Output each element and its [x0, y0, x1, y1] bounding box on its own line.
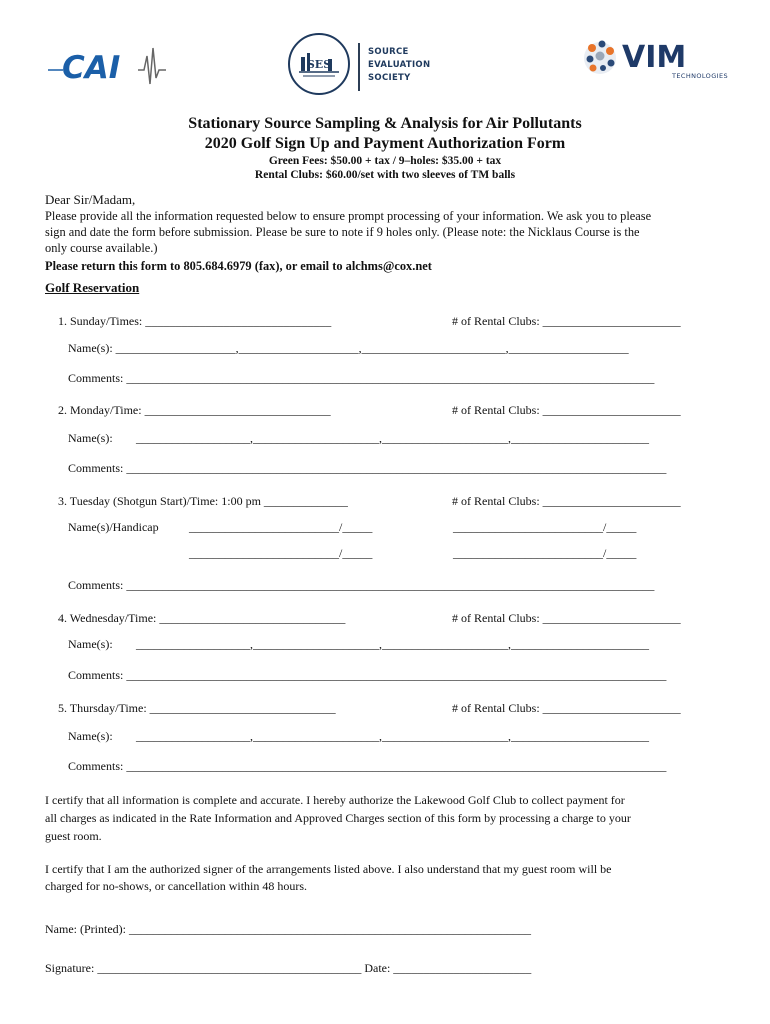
- return-instructions: Please return this form to 805.684.6979 (fax), or email to alchms@cox.net: [45, 259, 432, 273]
- monday-names-label: Name(s):: [68, 431, 113, 445]
- ses-logo-divider: [358, 43, 360, 91]
- thursday-names-field[interactable]: ___________________,_____________________,_____________________,_______________________: [136, 729, 649, 743]
- monday-time-field[interactable]: 2. Monday/Time: _______________________________: [58, 403, 331, 417]
- thursday-comments-field[interactable]: Comments: __________________________________________________________________________________________: [68, 759, 667, 773]
- thursday-names-label: Name(s):: [68, 729, 113, 743]
- signature-date-field[interactable]: Signature: ____________________________________________ Date: _______________________: [45, 961, 532, 975]
- vim-logo-subtext: TECHNOLOGIES: [672, 72, 728, 80]
- sunday-time-field[interactable]: 1. Sunday/Times: _______________________________: [58, 314, 332, 328]
- certify-paragraph-1-line-3: guest room.: [45, 829, 102, 843]
- sunday-comments-field[interactable]: Comments: ________________________________________________________________________________________: [68, 371, 655, 385]
- sunday-rental-clubs-field[interactable]: # of Rental Clubs: _______________________: [452, 314, 681, 328]
- green-fees-line: Green Fees: $50.00 + tax / 9–holes: $35.00 + tax: [268, 155, 502, 167]
- tuesday-rental-clubs-field[interactable]: # of Rental Clubs: _______________________: [452, 494, 681, 508]
- wednesday-rental-clubs-field[interactable]: # of Rental Clubs: _______________________: [452, 611, 681, 625]
- intro-line-3: only course available.): [45, 241, 158, 255]
- certify-paragraph-1-line-1: I certify that all information is complete and accurate. I hereby authorize the Lakewood Golf Club to collect payment for: [45, 793, 625, 807]
- certify-paragraph-2-line-1: I certify that I am the authorized signer of the arrangements listed above. I also understand that my guest room will be: [45, 862, 612, 876]
- page-title-line-2: 2020 Golf Sign Up and Payment Authorization Form: [204, 135, 566, 152]
- cai-logo-text: CAI: [62, 50, 121, 86]
- ses-logo-abbrev: SES: [306, 58, 332, 71]
- certify-paragraph-1-line-2: all charges as indicated in the Rate Information and Approved Charges section of this form by processing a charge to your: [45, 811, 631, 825]
- ses-logo-word-1: SOURCE: [368, 47, 409, 57]
- wednesday-names-field[interactable]: ___________________,_____________________,_____________________,_______________________: [136, 637, 649, 651]
- monday-rental-clubs-field[interactable]: # of Rental Clubs: _______________________: [452, 403, 681, 417]
- cai-logo: [48, 40, 168, 90]
- ses-logo: [288, 33, 438, 99]
- tuesday-time-field[interactable]: 3. Tuesday (Shotgun Start)/Time: 1:00 pm ______________: [58, 494, 348, 508]
- intro-line-1: Please provide all the information requested below to ensure prompt processing of your information. We ask you to please: [45, 209, 652, 223]
- name-printed-field[interactable]: Name: (Printed): ___________________________________________________________________: [45, 922, 531, 936]
- golf-reservation-heading: Golf Reservation: [45, 280, 140, 295]
- vim-logo-text: VIM: [622, 40, 687, 75]
- tuesday-comments-field[interactable]: Comments: ________________________________________________________________________________________: [68, 578, 655, 592]
- vim-logo: [580, 34, 728, 82]
- certify-paragraph-2-line-2: charged for no-shows, or cancellation within 48 hours.: [45, 879, 308, 893]
- thursday-time-field[interactable]: 5. Thursday/Time: _______________________________: [58, 701, 336, 715]
- tuesday-names-handicap-label: Name(s)/Handicap: [68, 520, 159, 534]
- ses-logo-word-3: SOCIETY: [368, 73, 411, 83]
- thursday-rental-clubs-field[interactable]: # of Rental Clubs: _______________________: [452, 701, 681, 715]
- page-title-line-1: Stationary Source Sampling & Analysis for Air Pollutants: [188, 115, 582, 132]
- intro-line-2: sign and date the form before submission. Please be sure to note if 9 holes only. (Please note: the Nicklaus Course is the: [45, 225, 640, 239]
- monday-names-field[interactable]: ___________________,_____________________,_____________________,_______________________: [136, 431, 649, 445]
- wednesday-time-field[interactable]: 4. Wednesday/Time: _______________________________: [58, 611, 346, 625]
- tuesday-player-3-field[interactable]: _________________________/_____: [189, 546, 373, 560]
- ses-logo-word-2: EVALUATION: [368, 60, 431, 70]
- tuesday-player-1-field[interactable]: _________________________/_____: [189, 520, 373, 534]
- ses-logo-emblem: [288, 33, 350, 95]
- tuesday-player-2-field[interactable]: _________________________/_____: [453, 520, 637, 534]
- wednesday-names-label: Name(s):: [68, 637, 113, 651]
- rental-clubs-fee-line: Rental Clubs: $60.00/set with two sleeves of TM balls: [254, 169, 516, 181]
- vim-logo-sphere-icon: [584, 41, 616, 75]
- tuesday-player-4-field[interactable]: _________________________/_____: [453, 546, 637, 560]
- wednesday-comments-field[interactable]: Comments: __________________________________________________________________________________________: [68, 668, 667, 682]
- greeting: Dear Sir/Madam,: [45, 192, 136, 207]
- monday-comments-field[interactable]: Comments: __________________________________________________________________________________________: [68, 461, 667, 475]
- sunday-names-field[interactable]: Name(s): ____________________,____________________,________________________,____________________: [68, 341, 629, 355]
